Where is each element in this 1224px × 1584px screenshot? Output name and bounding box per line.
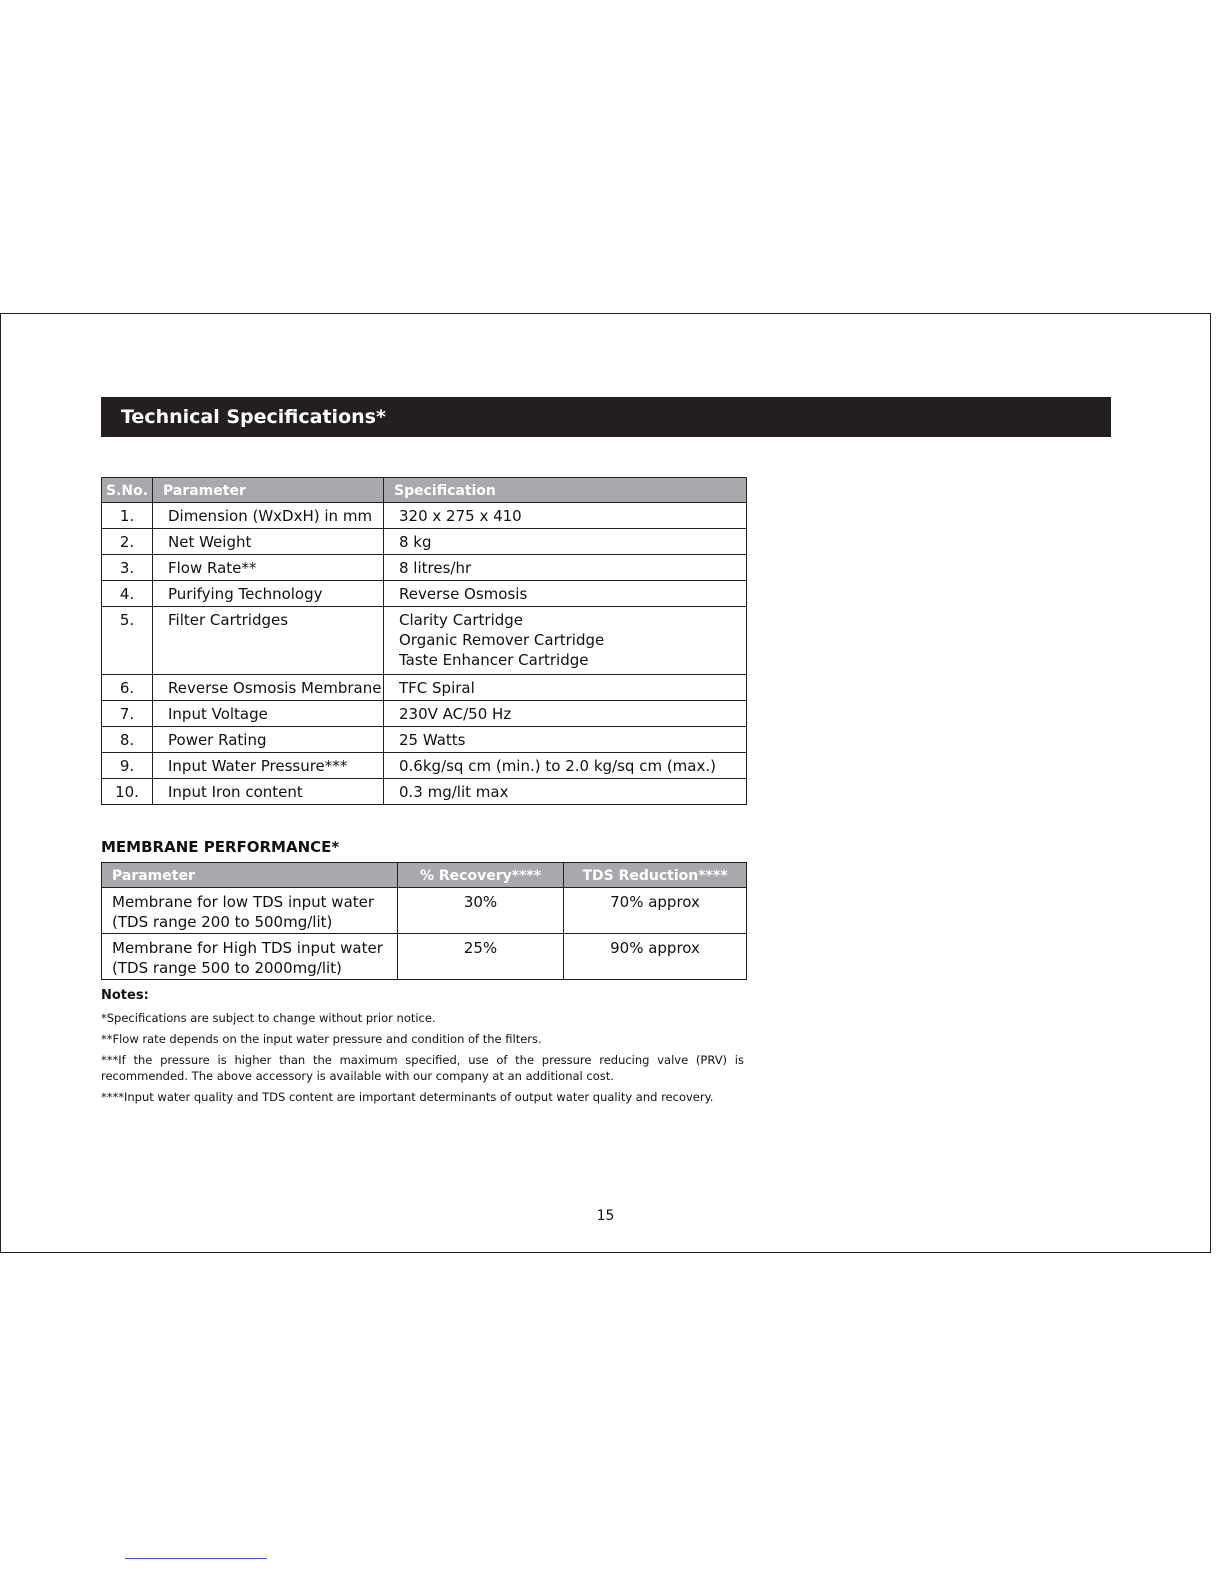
header-sno: S.No. (102, 478, 153, 503)
row-recovery: 25% (398, 934, 564, 980)
row-parameter (102, 888, 398, 934)
spec-line: Clarity Cartridge (399, 611, 524, 629)
table-row (102, 555, 747, 581)
row-specification (384, 727, 747, 753)
parameter-line: Membrane for low TDS input water (112, 893, 375, 911)
membrane-heading: MEMBRANE PERFORMANCE* (101, 838, 340, 856)
spec-line: Organic Remover Cartridge (399, 631, 605, 649)
note-1: *Specifications are subject to change without prior notice. (101, 1011, 436, 1025)
table-row (102, 529, 747, 555)
spec-line: Reverse Osmosis (399, 585, 528, 603)
notes-title: Notes: (101, 988, 149, 1003)
table-row (102, 727, 747, 753)
row-sno: 9. (102, 753, 153, 779)
row-specification (384, 581, 747, 607)
row-tds-reduction: 90% approx (564, 934, 747, 980)
row-sno: 1. (102, 503, 153, 529)
table-row (102, 753, 747, 779)
header-parameter: Parameter (102, 863, 398, 888)
row-tds-reduction: 70% approx (564, 888, 747, 934)
row-specification (384, 503, 747, 529)
spec-line: 25 Watts (399, 731, 466, 749)
row-parameter: Purifying Technology (153, 581, 384, 607)
table-row (102, 503, 747, 529)
table-row (102, 934, 747, 980)
row-specification (384, 607, 747, 675)
page-number: 15 (596, 1208, 615, 1224)
spec-line: 230V AC/50 Hz (399, 705, 512, 723)
parameter-line: (TDS range 500 to 2000mg/lit) (112, 959, 342, 977)
row-parameter: Input Voltage (153, 701, 384, 727)
row-parameter: Power Rating (153, 727, 384, 753)
spec-line: 320 x 275 x 410 (399, 507, 522, 525)
row-sno: 8. (102, 727, 153, 753)
table-row (102, 701, 747, 727)
section-title: Technical Specifications* (101, 397, 1111, 437)
row-parameter: Net Weight (153, 529, 384, 555)
parameter-line: Membrane for High TDS input water (112, 939, 383, 957)
link-underline (125, 1558, 267, 1559)
table-row (102, 581, 747, 607)
notes-section (101, 988, 744, 1110)
row-sno: 3. (102, 555, 153, 581)
note-3: ***If the pressure is higher than the maximum specified, use of the pressure reducing valve (PRV) is recommended. The above accessory is available with our company at an additional cost. (101, 1053, 744, 1083)
membrane-table (101, 862, 747, 980)
row-parameter: Dimension (WxDxH) in mm (153, 503, 384, 529)
table-row (102, 675, 747, 701)
row-sno: 5. (102, 607, 153, 675)
row-sno: 6. (102, 675, 153, 701)
row-parameter: Filter Cartridges (153, 607, 384, 675)
header-tds-reduction: TDS Reduction**** (564, 863, 747, 888)
parameter-line: (TDS range 200 to 500mg/lit) (112, 913, 333, 931)
row-specification (384, 529, 747, 555)
note-2: **Flow rate depends on the input water pressure and condition of the filters. (101, 1032, 542, 1046)
row-specification (384, 675, 747, 701)
row-parameter (102, 934, 398, 980)
membrane-header-row (102, 863, 747, 888)
row-parameter: Reverse Osmosis Membrane (153, 675, 384, 701)
row-sno: 4. (102, 581, 153, 607)
row-specification (384, 779, 747, 805)
row-specification (384, 555, 747, 581)
spec-table (101, 477, 747, 805)
header-recovery: % Recovery**** (398, 863, 564, 888)
spec-line: Taste Enhancer Cartridge (399, 651, 589, 669)
spec-line: 8 litres/hr (399, 559, 472, 577)
row-sno: 10. (102, 779, 153, 805)
row-sno: 2. (102, 529, 153, 555)
row-specification (384, 753, 747, 779)
spec-line: 8 kg (399, 533, 432, 551)
table-row (102, 888, 747, 934)
row-specification (384, 701, 747, 727)
row-sno: 7. (102, 701, 153, 727)
spec-line: 0.6kg/sq cm (min.) to 2.0 kg/sq cm (max.) (399, 757, 716, 775)
row-parameter: Flow Rate** (153, 555, 384, 581)
row-parameter: Input Iron content (153, 779, 384, 805)
spec-header-row (102, 478, 747, 503)
table-row (102, 607, 747, 675)
spec-line: TFC Spiral (399, 679, 475, 697)
table-row (102, 779, 747, 805)
note-4: ****Input water quality and TDS content are important determinants of output water quality and recovery. (101, 1090, 714, 1104)
row-parameter: Input Water Pressure*** (153, 753, 384, 779)
row-recovery: 30% (398, 888, 564, 934)
header-parameter: Parameter (153, 478, 384, 503)
spec-line: 0.3 mg/lit max (399, 783, 509, 801)
header-specification: Specification (384, 478, 747, 503)
